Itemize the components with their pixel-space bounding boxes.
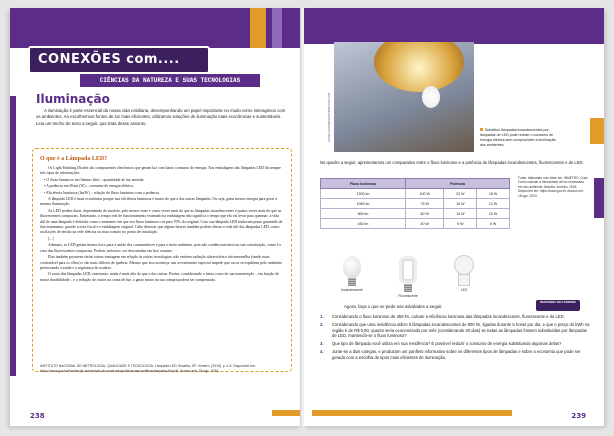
left-page	[10, 8, 302, 426]
box-paragraph: Ademais, as LED geram menor risco para a saúde dos consumidores e para o meio ambiente, pois não contêm mercúrio na sua constituição, como é o caso das fluorescentes compactas. Podem, inclusive, ser descartadas em lixo comum.	[40, 243, 282, 253]
sidebar-accent	[10, 96, 16, 376]
bulb-base-icon	[404, 284, 412, 292]
table-cell: 19 W	[444, 199, 477, 209]
task-intro: Agora, faça o que se pede nas atividades a seguir.	[344, 304, 443, 309]
table-cell: 10 W	[477, 209, 510, 219]
lamp-shade-image	[374, 42, 464, 92]
task-number: 2.	[320, 321, 324, 327]
task-number: 4.	[320, 348, 324, 354]
table-cell: 75 W	[405, 199, 444, 209]
table-cell: 23 W	[444, 189, 477, 199]
table-row	[321, 199, 510, 209]
lamp-photo	[334, 42, 474, 152]
header-purple-banner	[304, 8, 604, 44]
box-paragraph: As LED podem durar, dependendo do modelo, pelo menos vinte e cinco vezes mais do que as lâmpadas incandescentes e quatro vezes mais do que as fluorescentes compactas. Entretanto, o tempo real de funcionamento estimado na embalagem não significa o tempo que ela vai levar para queimar: a vida útil de uma lâmpada é definida como o momento em que seu fluxo luminoso cai para 70% do original. Caso sua lâmpada LED tenha um prazo garantido de funcionamento, guarde a nota fiscal e a embalagem original. Cabe destacar que alguns fatores também podem alterar a vida útil das lâmpadas LED, como oscilações de tensão na rede elétrica ou mau contato no ponto de instalação.	[40, 208, 283, 235]
task-list	[320, 314, 590, 363]
side-purple-bar	[594, 178, 604, 218]
led-bulb-icon	[455, 256, 473, 274]
task-text: Que tipo de lâmpada você utiliza em sua residência? É possível reduzir o consumo de energia substituindo algumas delas?	[332, 341, 562, 347]
table-source: Fonte: elaborado com base em: INMETRO. Guia: Como calcular a intensidade de luz necessária em seu ambiente. Brasília: Inmetro, 2018. Disponível em: https://www.gov.br. Acesso em: 18 ago. 2024.	[518, 176, 588, 198]
box-source: INSTITUTO NACIONAL DE METROLOGIA, QUALIDADE E TECNOLOGIA. Lâmpada LED. Brasília, DF: Inmetro, [2015]. p. 4-5. Disponível em: https://www.gov.br/inmetro/pt-br/centrais-de-conteudo/publicacoes/cartilhas/lampada-led.pdf. Acesso em: 18 ago. 2024.	[40, 364, 256, 373]
footer-orange-bar	[272, 410, 300, 416]
task-item	[320, 341, 590, 347]
notebook-badge: RESPONDA NO CADERNO	[536, 300, 580, 311]
bulb-base-icon	[458, 274, 470, 286]
bulb-base-icon	[348, 278, 356, 286]
section-label: CONEXÕES com....	[28, 46, 210, 74]
task-text: Junte-se a dois colegas, e produzam um panfleto informativo sobre os diferentes tipos de lâmpadas e sobre a economia que pode ser gerada com a escolha de tipos mais eficientes de iluminação.	[332, 348, 581, 360]
table-cell: 100 W	[405, 189, 444, 199]
reading-box-text	[40, 166, 284, 284]
header-orange-stripe	[250, 8, 266, 48]
box-paragraph: Elas também possuem várias outras vantagens em relação às outras tecnologias: não emitem radiação ultravioleta e infravermelha (sendo mais confortável para os olhos) e são mais difíceis de quebrar. Mesmo que isso aconteça, um revestimento especial impede que cacos se espalhem pelo ambiente preservando a saúde e a segurança do usuário.	[40, 255, 283, 270]
photo-caption: Substituir lâmpadas incandescentes por lâmpadas de LED pode reduzir o consumo de energia elétrica sem comprometer a iluminação dos ambientes.	[480, 128, 560, 148]
right-page	[304, 8, 604, 426]
box-bullet: • Eficiência luminosa (lm/W) – relação do fluxo luminoso com a potência.	[44, 190, 160, 195]
page-number-left: 238	[30, 412, 45, 420]
reading-box-title: O que é a Lâmpada LED?	[40, 156, 108, 162]
table-intro: No quadro a seguir, apresentamos um comparativo entre o fluxo luminoso e a potência de lâmpadas incandescentes, fluorescentes e de LED.	[320, 160, 584, 165]
table-cell: 14 W	[444, 209, 477, 219]
task-number: 1.	[320, 314, 324, 319]
table-header-power: Potência	[405, 179, 509, 189]
section-subtitle: CIÊNCIAS DA NATUREZA E SUAS TECNOLOGIAS	[80, 74, 260, 87]
led-bulb	[444, 256, 484, 292]
bulb-label: Fluorescente	[398, 294, 418, 298]
table-cell: 13 W	[477, 199, 510, 209]
table-cell: 800 lm	[321, 209, 406, 219]
table-cell: 1050 lm	[321, 199, 406, 209]
table-row	[321, 189, 510, 199]
incandescent-bulb	[332, 256, 372, 292]
page-title: Iluminação	[36, 92, 110, 106]
comparison-table	[320, 178, 510, 229]
bulb-label: LED	[460, 288, 468, 292]
bulb-image	[422, 86, 440, 108]
task-item	[320, 314, 590, 320]
task-item	[320, 322, 590, 339]
table-cell: 60 W	[405, 209, 444, 219]
task-text: Considerando o fluxo luminoso de 450 lm, calcule a eficiência luminosa das lâmpadas incandescente, fluorescente e da LED.	[332, 314, 565, 319]
intro-paragraph: A iluminação é parte essencial da nossa vida cotidiana, desempenhando um papel importante no modo como interagimos com os ambientes. Ao escolhermos fontes de luz mais eficientes, utilizamos soluções de iluminação mais econômicas e sustentáveis. Leia um trecho do texto a seguir, que trata desse assunto.	[36, 108, 286, 126]
bulb-label: Incandescente	[340, 288, 364, 292]
table-header-flux: Fluxo luminoso	[321, 179, 406, 189]
page-number-right: 239	[571, 412, 586, 420]
table-cell: 40 W	[405, 219, 444, 229]
task-text: Considerando que uma residência utilize 5 lâmpadas incandescentes de 800 lm, ligadas durante 5 horas por dia, e que o preço do kWh na região é de R$ 0,80, quanto seria economizado por mês (considerando 30 dias) se todas as lâmpadas fossem substituídas por lâmpadas de LED, mantendo-se o fluxo luminoso?	[332, 321, 590, 339]
table-cell: 18 W	[477, 189, 510, 199]
box-bullet: • O fluxo luminoso em lúmens (lm) – quantidade de luz emitida.	[44, 177, 145, 182]
header-light-stripe	[272, 8, 282, 48]
fluorescent-bulb	[388, 256, 428, 298]
side-orange-bar	[590, 118, 604, 144]
box-paragraph: Os Light Emitting Diodes são componentes eletrônicos que geram luz com baixo consumo de energia. Nas embalagens das lâmpadas LED há sempre três tipos de informações:	[40, 166, 281, 176]
box-ellipsis: [...]	[48, 236, 54, 241]
incandescent-bulb-icon	[343, 256, 361, 278]
table-cell: 450 lm	[321, 219, 406, 229]
fluorescent-bulb-icon	[399, 256, 417, 284]
task-number: 3.	[320, 341, 324, 347]
table-row	[321, 219, 510, 229]
table-cell: 1500 lm	[321, 189, 406, 199]
photo-credit: ANGELA ROHDE/SHUTTERSTOCK.COM	[328, 92, 331, 142]
box-paragraph: A lâmpada LED é mais econômica porque sua eficiência luminosa é maior do que a das outras lâmpadas. Ou seja, gasta menos energia para gerar a mesma iluminação.	[40, 197, 278, 207]
box-bullet: • A potência em Watts (W) – consumo de energia elétrica.	[44, 184, 134, 189]
footer-orange-bar	[312, 410, 512, 416]
task-item	[320, 349, 590, 361]
table-row	[321, 209, 510, 219]
table-cell: 6 W	[477, 219, 510, 229]
bulb-illustrations	[332, 256, 492, 306]
table-cell: 9 W	[444, 219, 477, 229]
box-paragraph: O custo das lâmpadas LED, entretanto, ainda é mais alto do que o das outras. Porém, considerando o baixo custo de sua manutenção – em função de maior durabilidade – e a redução de custos na conta de luz, o gasto maior na sua compra poderá ser compensado.	[40, 272, 279, 282]
